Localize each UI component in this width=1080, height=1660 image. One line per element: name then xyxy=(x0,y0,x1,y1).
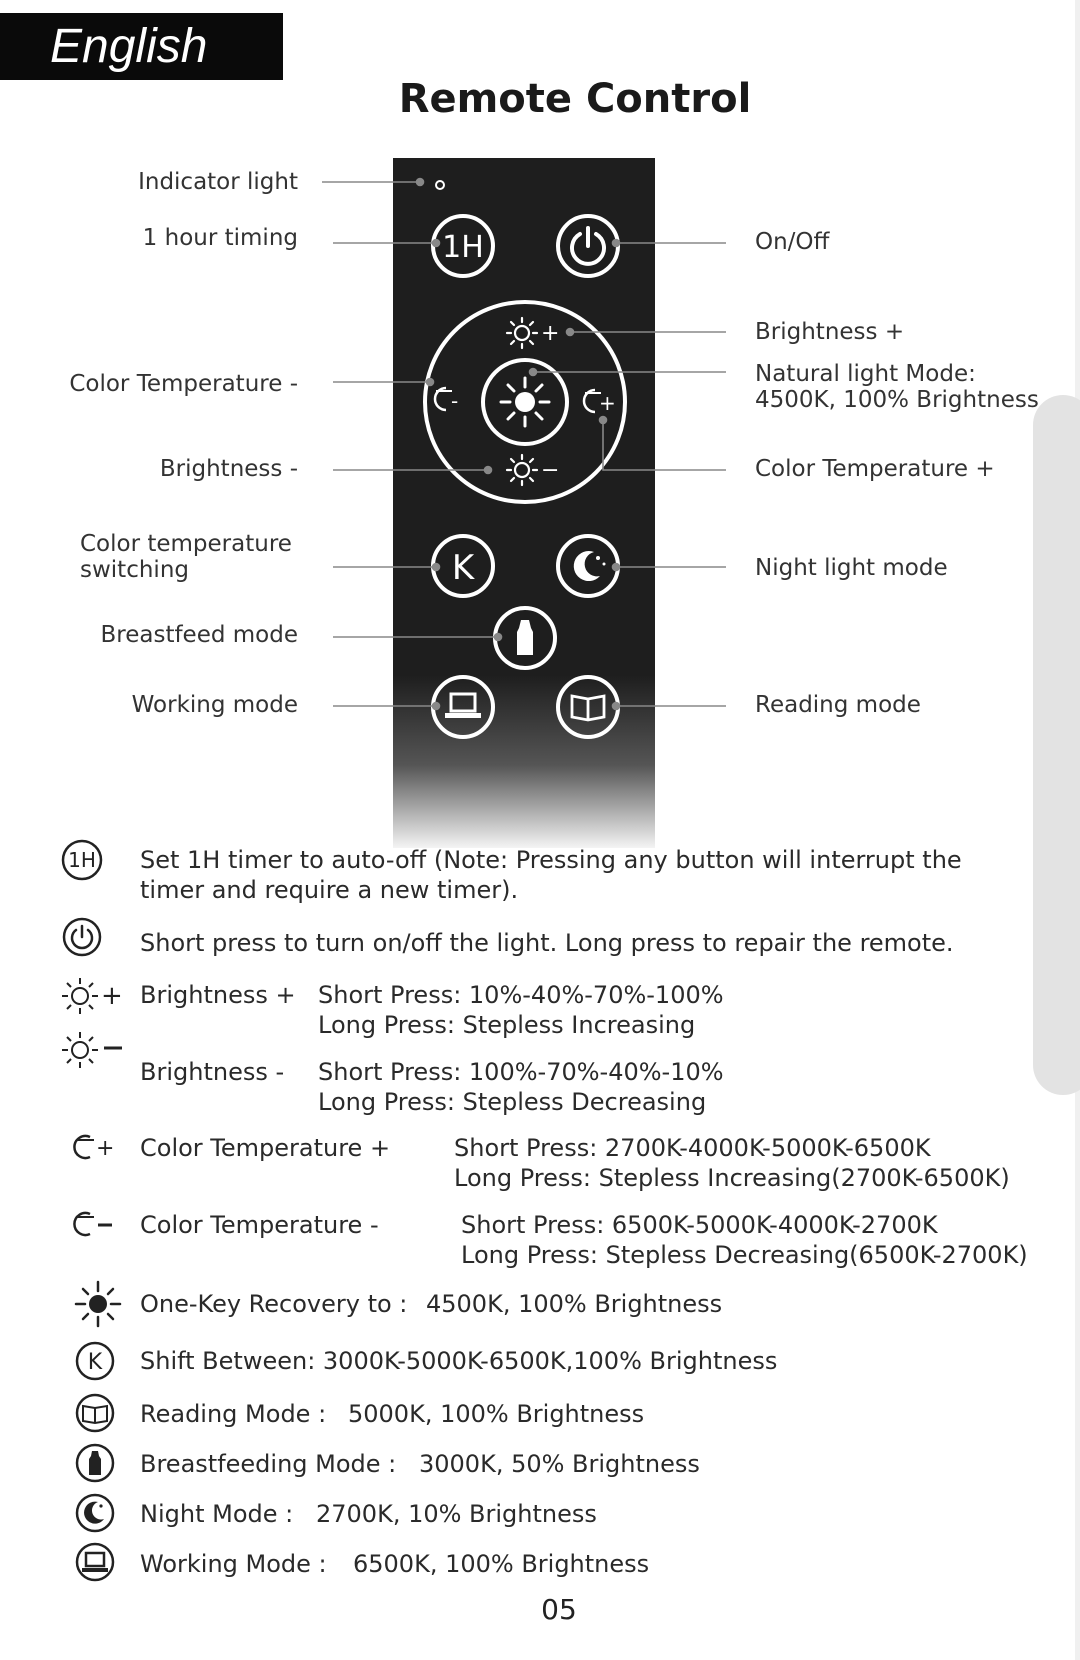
power-button[interactable] xyxy=(558,216,618,276)
label-1-hour-timing: 1 hour timing xyxy=(142,225,298,251)
label-natural-light xyxy=(755,361,1039,413)
ct-switch-button[interactable] xyxy=(433,536,493,596)
power-icon xyxy=(572,228,604,264)
desc-bplus-long: Long Press: Stepless Increasing xyxy=(318,1011,696,1039)
sun-plus-icon xyxy=(60,976,126,1016)
working-button[interactable] xyxy=(433,677,493,737)
laptop-icon xyxy=(445,694,481,718)
desc-working-value: 6500K, 100% Brightness xyxy=(353,1550,650,1578)
label-ct-minus: Color Temperature - xyxy=(69,371,298,397)
desc-power: Short press to turn on/off the light. Long press to repair the remote. xyxy=(140,929,954,957)
k-icon xyxy=(74,1340,116,1382)
laptop-icon xyxy=(74,1541,116,1583)
desc-brightness-minus xyxy=(318,1057,724,1117)
night-light-button[interactable] xyxy=(558,536,618,596)
breastfeed-button[interactable] xyxy=(495,608,555,668)
label-brightness-plus: Brightness + xyxy=(755,319,905,345)
desc-brightness-plus-label: Brightness + xyxy=(140,981,296,1009)
desc-ct-minus-label: Color Temperature - xyxy=(140,1211,379,1239)
moon-icon xyxy=(574,551,606,581)
desc-breastfeed-value: 3000K, 50% Brightness xyxy=(419,1450,700,1478)
k-button-label: K xyxy=(451,548,475,588)
label-ct-plus: Color Temperature + xyxy=(755,456,995,482)
ct-plus-button[interactable] xyxy=(584,390,616,415)
desc-ct-plus-label: Color Temperature + xyxy=(140,1134,391,1162)
desc-recovery-label: One-Key Recovery to : xyxy=(140,1290,408,1318)
language-tab: English xyxy=(0,13,283,80)
svg-text:1H: 1H xyxy=(68,848,96,872)
book-icon xyxy=(572,696,604,720)
page-number: 05 xyxy=(541,1593,577,1626)
desc-night-label: Night Mode : xyxy=(140,1500,294,1528)
label-ct-switch xyxy=(80,531,292,583)
label-natural-line1: Natural light Mode: xyxy=(755,361,976,387)
desc-timer xyxy=(140,845,962,905)
timer-icon xyxy=(60,838,104,882)
label-natural-line2: 4500K, 100% Brightness xyxy=(755,387,1039,413)
ct-minus-button[interactable] xyxy=(435,388,458,413)
brightness-minus-button[interactable] xyxy=(507,455,559,485)
sun-plus-icon xyxy=(507,318,537,348)
temp-minus-icon xyxy=(72,1209,118,1239)
desc-bplus-short: Short Press: 10%-40%-70%-100% xyxy=(318,981,724,1009)
label-ct-switch-line2: switching xyxy=(80,557,189,583)
desc-ctminus-long: Long Press: Stepless Decreasing(6500K-2700K) xyxy=(461,1241,1028,1269)
sun-icon xyxy=(501,378,549,426)
svg-text:+: + xyxy=(599,391,616,415)
desc-shift: Shift Between: 3000K-5000K-6500K,100% Brightness xyxy=(140,1347,778,1375)
desc-ctminus-short: Short Press: 6500K-5000K-4000K-2700K xyxy=(461,1211,938,1239)
desc-bminus-short: Short Press: 100%-70%-40%-10% xyxy=(318,1058,724,1086)
reading-button[interactable] xyxy=(558,677,618,737)
label-ct-switch-line1: Color temperature xyxy=(80,531,292,557)
desc-ct-minus xyxy=(461,1210,1028,1270)
bottle-icon xyxy=(74,1442,116,1484)
temp-plus-icon xyxy=(584,390,616,415)
brightness-plus-button[interactable] xyxy=(507,318,559,348)
page-title: Remote Control xyxy=(398,76,752,122)
desc-brightness-plus xyxy=(318,980,724,1040)
svg-text:-: - xyxy=(451,389,459,413)
book-icon xyxy=(74,1392,116,1434)
desc-working-label: Working Mode : xyxy=(140,1550,327,1578)
desc-breastfeed-label: Breastfeeding Mode : xyxy=(140,1450,397,1478)
bottle-icon xyxy=(517,620,533,655)
sun-minus-icon xyxy=(60,1030,126,1070)
svg-text:+: + xyxy=(101,981,123,1011)
svg-text:+: + xyxy=(96,1136,115,1161)
label-night-light: Night light mode xyxy=(755,555,948,581)
moon-icon xyxy=(74,1492,116,1534)
svg-text:−: − xyxy=(541,458,560,483)
timer-button[interactable] xyxy=(433,216,493,276)
svg-text:+: + xyxy=(541,321,560,346)
indicator-light xyxy=(436,181,444,189)
desc-recovery-value: 4500K, 100% Brightness xyxy=(426,1290,723,1318)
label-working: Working mode xyxy=(131,692,298,718)
desc-ctplus-short: Short Press: 2700K-4000K-5000K-6500K xyxy=(454,1134,931,1162)
label-brightness-minus: Brightness - xyxy=(159,456,298,482)
desc-timer-line2: timer and require a new timer). xyxy=(140,876,519,904)
k-icon-label: K xyxy=(87,1350,103,1375)
sun-minus-icon xyxy=(507,455,537,485)
power-icon xyxy=(62,917,102,957)
desc-reading-label: Reading Mode : xyxy=(140,1400,327,1428)
label-indicator-light: Indicator light xyxy=(138,169,298,195)
label-reading: Reading mode xyxy=(755,692,921,718)
desc-timer-line1: Set 1H timer to auto-off (Note: Pressing any button will interrupt the xyxy=(140,846,962,874)
desc-night-value: 2700K, 10% Brightness xyxy=(316,1500,597,1528)
temp-minus-icon xyxy=(435,388,458,413)
label-onoff: On/Off xyxy=(755,229,830,255)
desc-brightness-minus-label: Brightness - xyxy=(140,1058,285,1086)
desc-reading-value: 5000K, 100% Brightness xyxy=(348,1400,645,1428)
desc-bminus-long: Long Press: Stepless Decreasing xyxy=(318,1088,707,1116)
timer-button-label: 1H xyxy=(442,230,484,265)
label-breastfeed: Breastfeed mode xyxy=(100,622,298,648)
desc-ct-plus xyxy=(454,1133,1010,1193)
desc-ctplus-long: Long Press: Stepless Increasing(2700K-6500K) xyxy=(454,1164,1010,1192)
sun-icon xyxy=(74,1280,122,1328)
temp-plus-icon xyxy=(72,1132,118,1162)
